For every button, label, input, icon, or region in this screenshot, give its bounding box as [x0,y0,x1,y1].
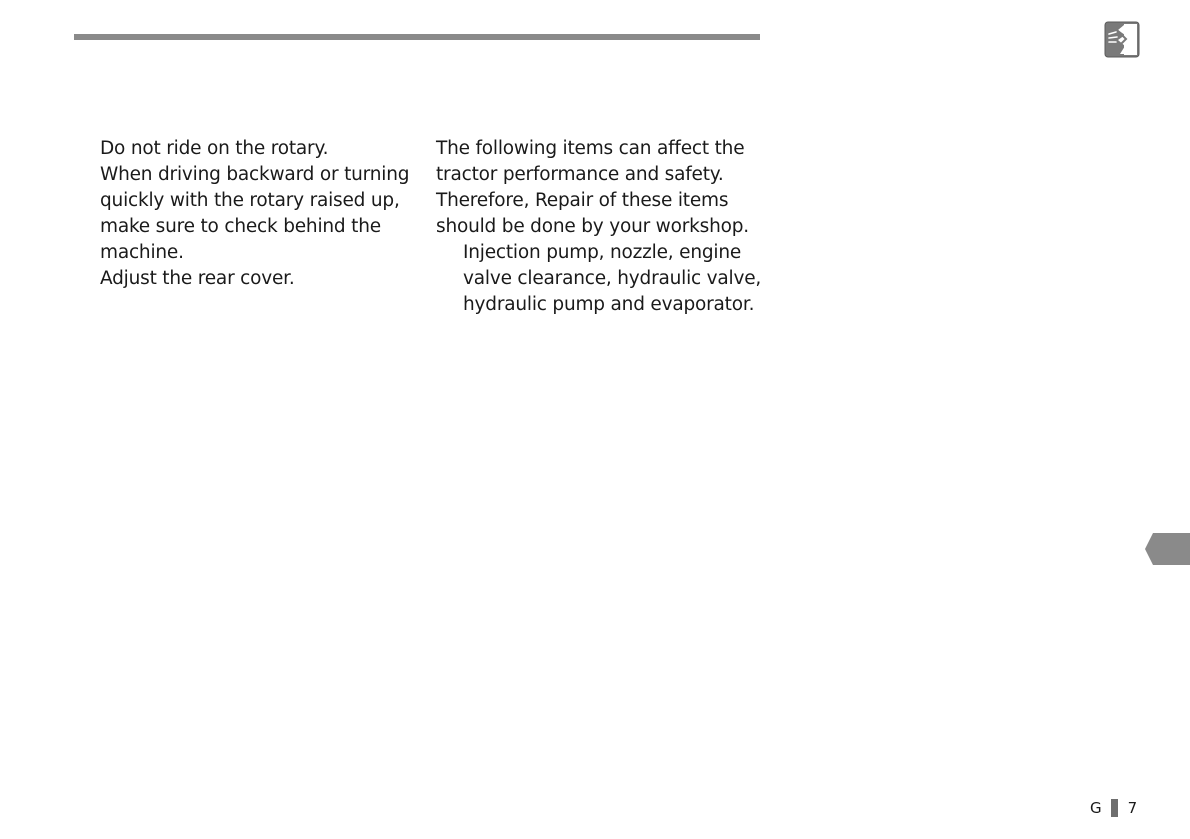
rotary-warning-text: Do not ride on the rotary. [100,138,329,159]
footer-divider [1111,799,1118,817]
backward-driving-warning-text: When driving backward or turning quickly with the rotary raised up, make sure to check behind the machine. [100,164,410,263]
header-rule [74,34,760,40]
repair-items-list: Injection pump, nozzle, engine valve clearance, hydraulic valve, hydraulic pump and evaporator. [463,242,762,315]
rear-cover-instruction-text: Adjust the rear cover. [100,268,295,289]
left-column [100,136,410,292]
repair-notice-text: The following items can affect the tractor performance and safety. Therefore, Repair of these items should be done by your workshop. [436,138,749,237]
page-footer [1090,798,1137,818]
section-tab [1145,533,1190,565]
section-letter: G [1090,799,1102,817]
safety-operator-icon [1104,21,1140,58]
right-column [436,136,786,318]
page-number: 7 [1127,799,1138,817]
